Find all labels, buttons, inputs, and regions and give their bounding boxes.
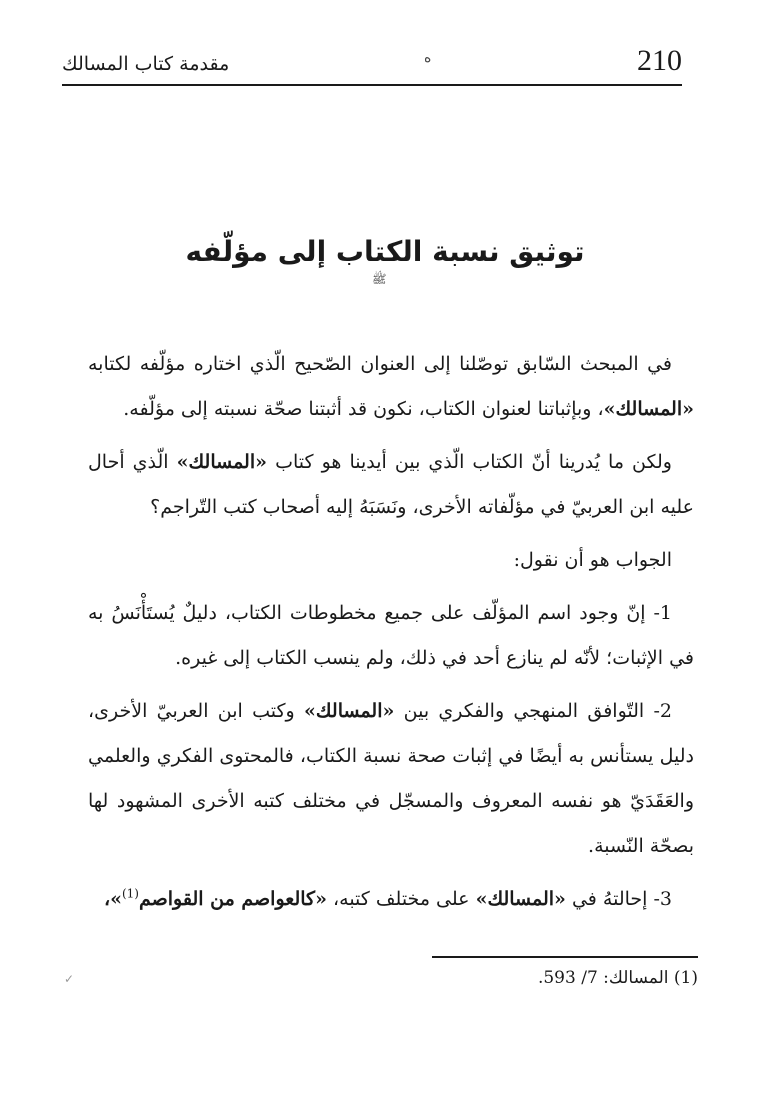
paragraph-6-book-title: «المسالك» — [475, 888, 566, 910]
header-center-mark: ه — [424, 50, 432, 66]
footnote-reference[interactable]: (1) — [121, 886, 139, 901]
paragraph-2-text-a: ولكن ما يُدرينا أنّ الكتاب الّذي بين أيدينا هو كتاب — [275, 451, 672, 473]
running-title: مقدمة كتاب المسالك — [62, 53, 230, 75]
paragraph-5 — [88, 689, 694, 869]
paragraph-4: 1- إنّ وجود اسم المؤلّف على جميع مخطوطات الكتاب، دليلٌ يُستَأْنَسُ به في الإثبات؛ لأنّه لم ينازع أحد في ذلك، ولم ينسب الكتاب إلى غيره. — [88, 602, 694, 669]
paragraph-1-text-b: ، وبإثباتنا لعنوان الكتاب، نكون قد أثبتنا صحّة نسبته إلى مؤلّفه. — [123, 398, 604, 420]
paragraph-5-text-b: وكتب ابن العربيّ الأخرى، دليل يستأنس به أيضًا في إثبات صحة نسبة الكتاب، فالمحتوى الفكري والعلمي والعَقَدَيّ هو نفسه المعروف والمسجّل في مختلف كتبه الأخرى المشهود لها بصحّة النّسبة. — [88, 700, 694, 857]
title-ornament: ﷺ — [372, 272, 387, 286]
paragraph-6-cited-title: «كالعواصم من القواصم — [138, 888, 327, 910]
paragraph-6 — [88, 877, 694, 922]
paragraph-3: الجواب هو أن نقول: — [513, 549, 672, 571]
paragraph-1-book-title: «المسالك» — [603, 398, 694, 420]
paragraph-2-text-b: الّذي أحال عليه ابن العربيّ في مؤلّفاته الأخرى، ونَسَبَهُ إليه أصحاب كتب التّراجم؟ — [88, 451, 694, 518]
paragraph-6-text-a: 3- إحالتهُ في — [571, 888, 672, 910]
footnote-divider — [432, 956, 698, 958]
paragraph-2-book-title: «المسالك» — [176, 451, 267, 473]
section-title: توثيق نسبة الكتاب إلى مؤلّفه — [185, 235, 585, 268]
paragraph-6-text-c: »، — [103, 888, 122, 910]
paragraph-1 — [88, 342, 694, 432]
footnote: (1) المسالك: 7/ 593. — [537, 968, 698, 988]
paragraph-5-text-a: 2- التّوافق المنهجي والفكري بين — [403, 700, 672, 722]
body-text — [88, 342, 694, 930]
paragraph-2 — [88, 440, 694, 530]
scan-mark: ✓ — [64, 972, 75, 986]
paragraph-5-book-title: «المسالك» — [304, 700, 395, 722]
paragraph-1-text-a: في المبحث السّابق توصّلنا إلى العنوان الصّحيح الّذي اختاره مؤلّفه لكتابه — [88, 353, 672, 375]
paragraph-6-text-b: على مختلف كتبه، — [333, 888, 470, 910]
page-header — [62, 44, 682, 86]
page-number: 210 — [637, 44, 682, 77]
